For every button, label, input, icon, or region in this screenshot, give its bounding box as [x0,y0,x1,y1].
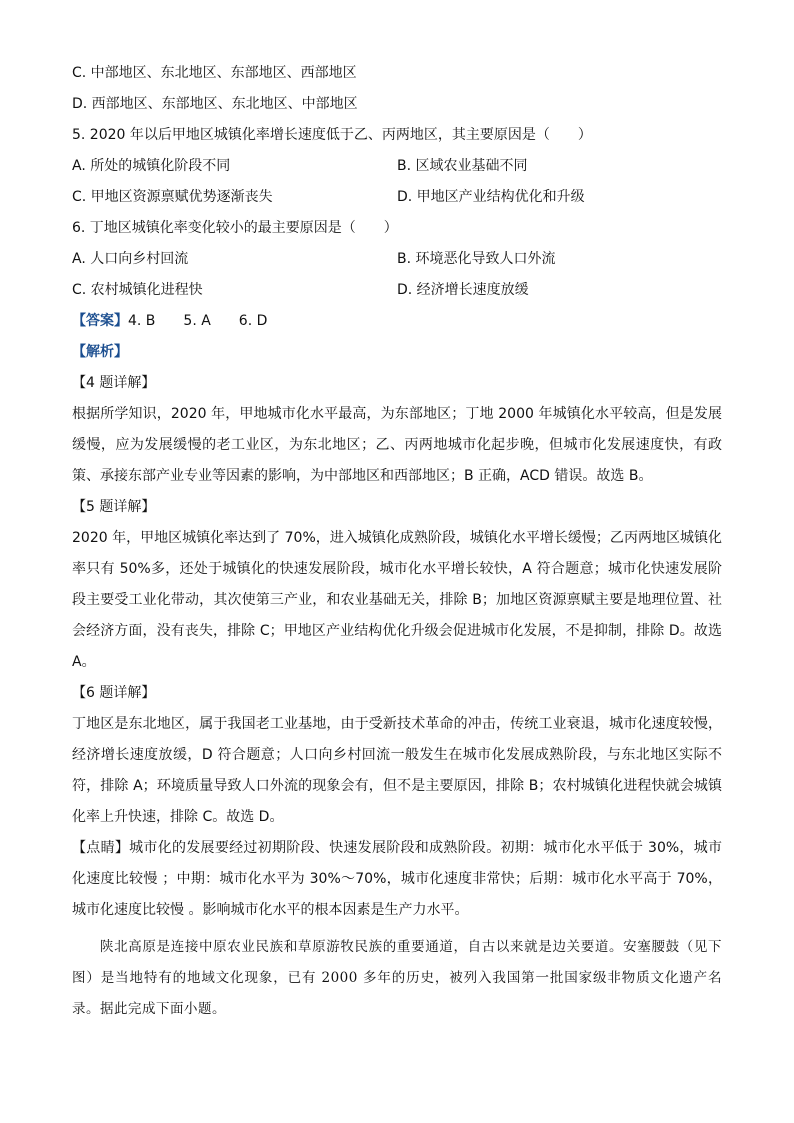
tip-tag: 【点睛】 [72,840,130,856]
q5-option-d: D. 甲地区产业结构优化和升级 [397,189,585,205]
q6-options-row-1 [72,244,722,275]
q6-option-d: D. 经济增长速度放缓 [397,282,529,298]
q6-option-b: B. 环境恶化导致人口外流 [397,251,556,267]
q6-stem: 6. 丁地区城镇化率变化较小的最主要原因是（ ） [72,220,398,236]
detail-6-heading: 【6 题详解】 [72,685,156,701]
analysis-tag: 【解析】 [72,344,128,360]
tip-block [72,833,722,926]
next-material-paragraph: 陕北高原是连接中原农业民族和草原游牧民族的重要通道，自古以来就是边关要道。安塞腰鼓（见下图）是当地特有的地域文化现象，已有 2000 多年的历史，被列入我国第一批国家级非物质文化遗产名录。据此完成下面小题。 [72,939,722,1017]
q6-option-a: A. 人口向乡村回流 [72,251,189,267]
q5-options-row-1 [72,151,722,182]
answer-tag: 【答案】 [72,313,128,329]
answer-line [72,306,722,337]
detail-5-heading: 【5 题详解】 [72,499,156,515]
tip-text: 城市化的发展要经过初期阶段、快速发展阶段和成熟阶段。初期：城市化水平低于 30%，城市化速度比较慢 ；中期：城市化水平为 30%～70%，城市化速度非常快；后期：城市化水平高于 70%，城市化速度比较慢 。影响城市化水平的根本因素是生产力水平。 [72,840,722,918]
q3-option-c: C. 中部地区、东北地区、东部地区、西部地区 [72,65,357,81]
q6-options-row-2 [72,275,722,306]
detail-6-text: 丁地区是东北地区，属于我国老工业基地，由于受新技术革命的冲击，传统工业衰退，城市化速度较慢，经济增长速度放缓，D 符合题意；人口向乡村回流一般发生在城市化发展成熟阶段，与东北地区实际不符，排除 A；环境质量导致人口外流的现象会有，但不是主要原因，排除 B；农村城镇化进程快就会城镇化率上升快速，排除 C。故选 D。 [72,716,722,825]
analysis-heading [72,337,722,368]
q3-option-d: D. 西部地区、东部地区、东北地区、中部地区 [72,96,358,112]
q6-option-c: C. 农村城镇化进程快 [72,282,203,298]
q5-option-c: C. 甲地区资源禀赋优势逐渐丧失 [72,189,273,205]
q5-option-a: A. 所处的城镇化阶段不同 [72,158,231,174]
detail-4-heading: 【4 题详解】 [72,375,156,391]
q5-option-b: B. 区域农业基础不同 [397,158,528,174]
detail-4-text: 根据所学知识，2020 年，甲地城市化水平最高，为东部地区；丁地 2000 年城镇化水平较高，但是发展缓慢，应为发展缓慢的老工业区，为东北地区；乙、丙两地城市化起步晚，但城市化发展速度快，有政策、承接东部产业专业等因素的影响，为中部地区和西部地区；B 正确，ACD 错误。故选 B。 [72,406,722,484]
detail-5-text: 2020 年，甲地区城镇化率达到了 70%，进入城镇化成熟阶段，城镇化水平增长缓慢；乙丙两地区城镇化率只有 50%多，还处于城镇化的快速发展阶段，城市化水平增长较快，A 符合题意；城市化快速发展阶段主要受工业化带动，其次使第三产业，和农业基础无关，排除 B；加地区资源禀赋主要是地理位置、社会经济方面，没有丧失，排除 C；甲地区产业结构优化升级会促进城市化发展，不是抑制，排除 D。故选 A。 [72,530,722,670]
q5-options-row-2 [72,182,722,213]
q5-stem: 5. 2020 年以后甲地区城镇化率增长速度低于乙、丙两地区，其主要原因是（ ） [72,127,592,143]
answer-text: 4. B 5. A 6. D [128,313,268,329]
